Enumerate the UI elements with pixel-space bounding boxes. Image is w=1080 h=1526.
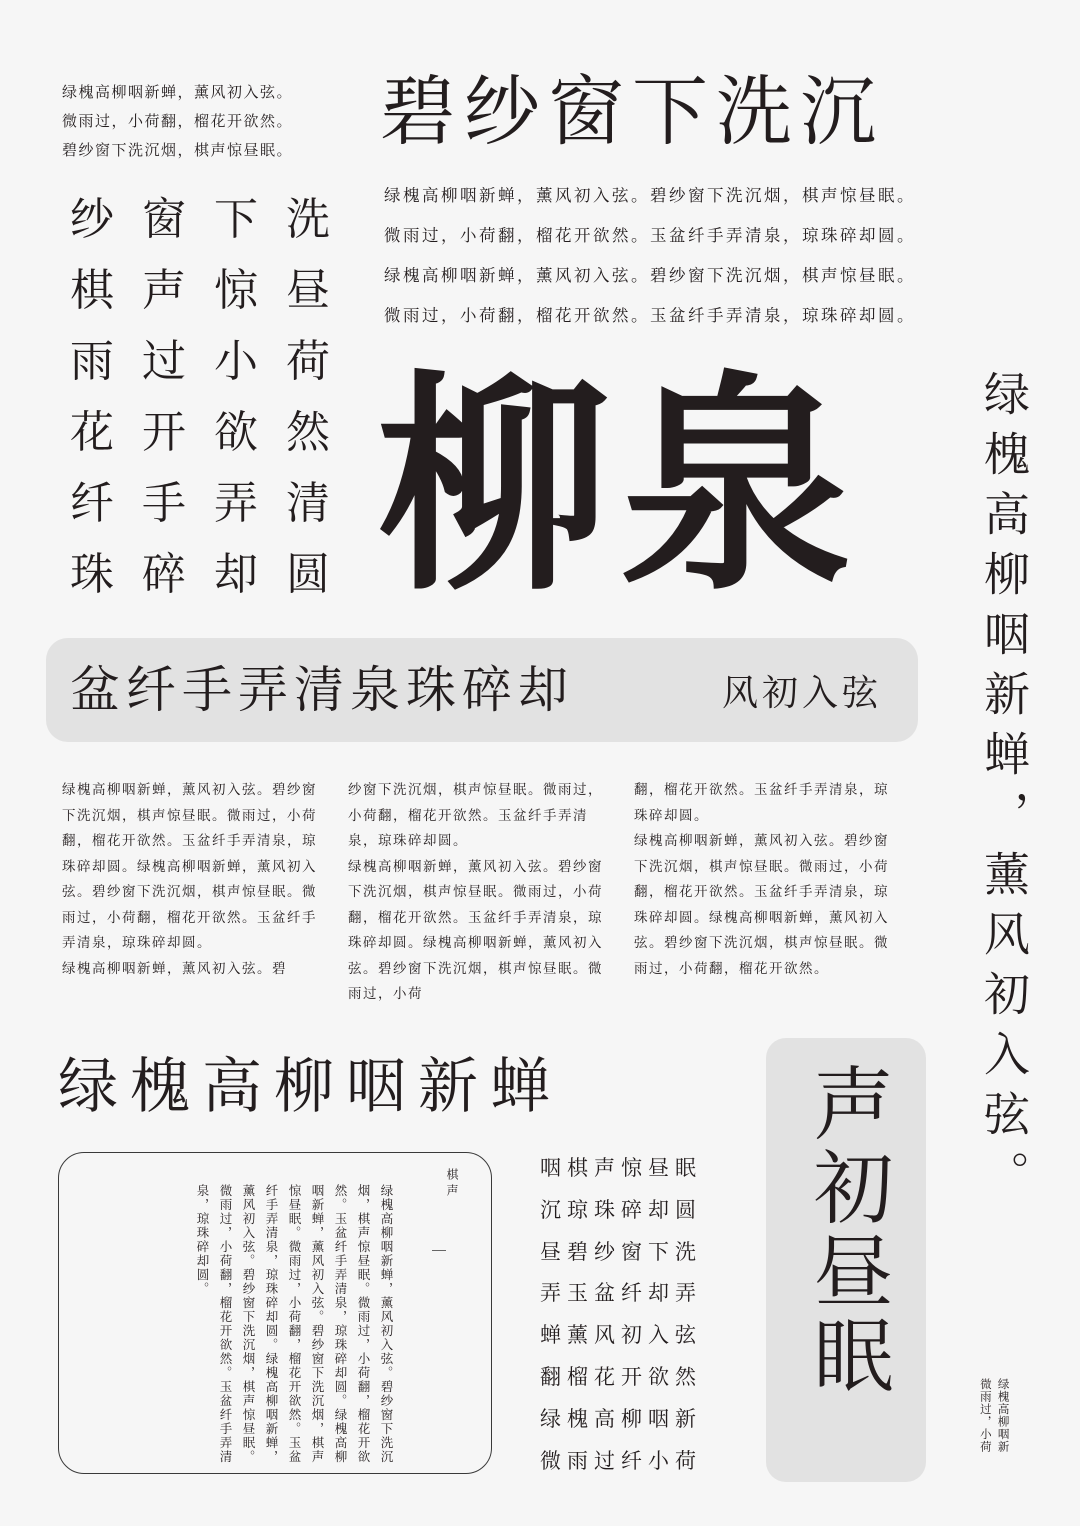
character-rows	[540, 1148, 740, 1482]
grid-char: 却	[214, 549, 258, 600]
grid-char: 欲	[214, 407, 258, 458]
char-row: 微雨过纤小荷	[540, 1448, 702, 1473]
grid-char: 弄	[214, 478, 258, 529]
char-row: 蝉薰风初入弦	[540, 1323, 702, 1348]
poem-paragraph	[384, 176, 1044, 336]
grid-char: 开	[142, 407, 186, 458]
band-sub-text: 风初入弦	[722, 673, 883, 714]
grid-char: 花	[70, 407, 114, 458]
grid-char: 雨	[70, 336, 114, 387]
box-vertical-text: 绿槐高柳咽新蝉，薰风初入弦。碧纱窗下洗沉烟，棋声惊昼眠。微雨过，小荷翻，榴花开欲然。玉盆纤手弄清泉，琼珠碎却圆。绿槐高柳咽新蝉，薰风初入弦。碧纱窗下洗沉烟，棋声惊昼眠。微雨过，小荷翻，榴花开欲然。玉盆纤手弄清泉，琼珠碎却圆。绿槐高柳咽新蝉，薰风初入弦。碧纱窗下洗沉烟，棋声惊昼眠。微雨过，小荷翻，榴花开欲然。玉盆纤手弄清泉，琼珠碎却圆。	[195, 1184, 394, 1464]
text-column-3: 翻，榴花开欲然。玉盆纤手弄清泉，琼珠碎却圆。 绿槐高柳咽新蝉，薰风初入弦。碧纱窗下洗沉烟，棋声惊昼眠。微雨过，小荷翻，榴花开欲然。玉盆纤手弄清泉，琼珠碎却圆。绿槐高柳咽新蝉，薰风初入弦。碧纱窗下洗沉烟，棋声惊昼眠。微雨过，小荷翻，榴花开欲然。	[634, 782, 889, 977]
band-main-text: 盆纤手弄清泉珠碎却	[70, 661, 574, 719]
char-row: 咽棋声惊昼眠	[540, 1156, 702, 1180]
grid-char: 纱	[70, 194, 114, 245]
grid-char: 碎	[142, 549, 186, 600]
grid-char: 声	[142, 265, 186, 316]
text-column-1: 绿槐高柳咽新蝉，薰风初入弦。碧纱窗下洗沉烟，棋声惊昼眠。微雨过，小荷翻，榴花开欲然。玉盆纤手弄清泉，琼珠碎却圆。绿槐高柳咽新蝉，薰风初入弦。碧纱窗下洗沉烟，棋声惊昼眠。微雨过，小荷翻，榴花开欲然。玉盆纤手弄清泉，琼珠碎却圆。 绿槐高柳咽新蝉，薰风初入弦。碧	[62, 782, 317, 977]
headline: 碧纱窗下洗沉	[380, 67, 884, 156]
pill-text: 声初昼眠	[800, 1062, 893, 1398]
box-divider	[432, 1250, 446, 1251]
grid-char: 洗	[286, 194, 330, 245]
vertical-poem-line: 绿槐高柳咽新蝉，薰风初入弦。	[977, 370, 1031, 1210]
grid-char: 窗	[142, 194, 186, 245]
grid-char: 荷	[286, 336, 330, 387]
char-row: 沉琼珠碎却圆	[540, 1197, 702, 1222]
grid-char: 然	[286, 407, 330, 458]
grid-char: 过	[142, 336, 186, 387]
paragraph-line: 微雨过，小荷翻，榴花开欲然。玉盆纤手弄清泉，琼珠碎却圆。	[384, 306, 916, 325]
giant-title: 柳泉	[378, 352, 863, 622]
grid-char: 手	[142, 478, 186, 529]
char-row: 绿槐高柳咽新	[540, 1406, 702, 1431]
box-heading: 棋声	[445, 1168, 459, 1200]
grid-char: 纤	[70, 478, 114, 529]
grid-char: 圆	[286, 549, 330, 600]
grid-char: 昼	[286, 265, 330, 316]
large-poem-line: 绿槐高柳咽新蝉	[58, 1052, 562, 1122]
grid-char: 珠	[70, 549, 114, 600]
corner-small-text: 绿槐高柳咽新 微雨过，小荷	[978, 1378, 1011, 1453]
char-row: 弄玉盆纤却弄	[540, 1281, 702, 1306]
grid-char: 惊	[214, 265, 258, 316]
intro-poem-text: 绿槐高柳咽新蝉，薰风初入弦。 微雨过，小荷翻，榴花开欲然。 碧纱窗下洗沉烟，棋声惊昼眠。	[62, 83, 294, 159]
char-row: 昼碧纱窗下洗	[540, 1239, 702, 1264]
character-grid	[56, 184, 346, 610]
grid-char: 下	[214, 194, 258, 245]
paragraph-line: 绿槐高柳咽新蝉，薰风初入弦。碧纱窗下洗沉烟，棋声惊昼眠。	[384, 266, 916, 285]
grid-char: 小	[214, 336, 258, 387]
paragraph-line: 微雨过，小荷翻，榴花开欲然。玉盆纤手弄清泉，琼珠碎却圆。	[384, 226, 916, 245]
grid-char: 棋	[70, 265, 114, 316]
text-column-2: 纱窗下洗沉烟，棋声惊昼眠。微雨过，小荷翻，榴花开欲然。玉盆纤手弄清泉，琼珠碎却圆。 绿槐高柳咽新蝉，薰风初入弦。碧纱窗下洗沉烟，棋声惊昼眠。微雨过，小荷翻，榴花开欲然。玉盆纤手弄清泉，琼珠碎却圆。绿槐高柳咽新蝉，薰风初入弦。碧纱窗下洗沉烟，棋声惊昼眠。微雨过，小荷	[348, 782, 603, 1002]
grid-char: 清	[286, 478, 330, 529]
paragraph-line: 绿槐高柳咽新蝉，薰风初入弦。碧纱窗下洗沉烟，棋声惊昼眠。	[384, 186, 916, 205]
char-row: 翻榴花开欲然	[540, 1364, 702, 1389]
